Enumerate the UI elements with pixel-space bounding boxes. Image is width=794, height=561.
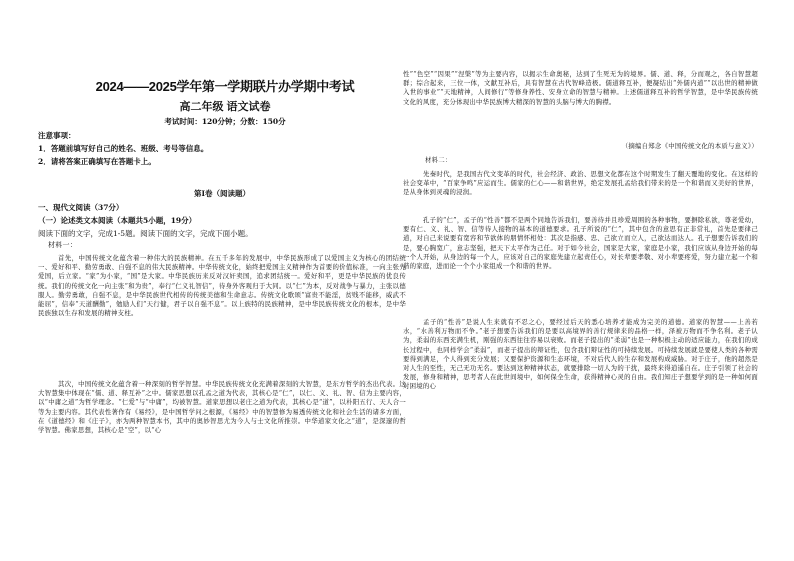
- subsection-heading: （一）论述类文本阅读（本题共5小题，19分）: [38, 216, 197, 225]
- material-2-label: 材料二：: [425, 156, 452, 164]
- instruction-text: 阅读下面的文字，完成1-5题。阅读下面的文字，完成下面小题。: [38, 229, 253, 238]
- exam-meta: 考试时间：120分钟；分数：150分: [164, 117, 286, 126]
- left-paragraph-2: 其次，中国传统文化蕴含着一种深刻的哲学智慧。中华民族传统文化充满着深刻的大智慧，是东方哲学的杰出代表。这大智慧集中体现在“儒、道、释互补”之中。儒家思想以孔孟之道为代表，其核心是“仁”，以仁、义、礼、智、信为主要内容，以“中庸之道”为哲学理念。“仁爱”与“中庸”，均被智慧。道家思想以老庄之道为代表，其核心是“道”，以朴阳五行、天人合一等为主要内容。其代表性著作有《易经》，是中国哲学问之根源，《易经》中的智慧修为易透传统文化和社会生活的诸多方面，在《道德经》和《庄子》，亦为两种智慧本书，其中的奥妙智思尤为今人与士文化所推崇。中华道家文化之“道”，是深邃的哲学智慧。佛家思想，其核心是“空”，以“心: [38, 380, 406, 435]
- right-paragraph-2: 先秦时代，是我国古代文变革的时代，社会经济、政治、思想文化都在这个时期发生了翻天覆地的变化。在这样的社会变革中，“百家争鸣”应运而生。儒家的仁心——和谐世界，绝定发展孔孟给我们带来的是一个和谐而又美好的世界，是从身体到灵魂的浸润。: [403, 170, 758, 197]
- left-paragraph-1: 首先，中国传统文化蕴含着一种伟大的民族精神。在五千多年的发展中，中华民族形成了以爱国主义为核心的团结统一、爱好和平、勤劳勇敢、自强不息的伟大民族精神。中华传统文化，始终把爱国主义精神作为首要的价值标准，一向主张先爱国，后立家。“家”为小家，“国”是大家。中华民族历来反对汉奸卖国，追求团结统一。爱好和平，更是中华民族的优良传统。我们的传统文化一向主张“和为贵”，奉行“仁义礼智信”，待身外客观归于大同。以“仁”为本，反对战争与暴力，主张以德服人。勤劳勇敢，自强不息，是中华民族世代相传的传统美德和生命意志。传统文化歌颂“富贵不能淫，贫贱不能移，威武不能屈”，信奉“天道酬勤”，勉励人们“天行健，君子以自强不息”。以上族特的民族精神，是中华民族传统文化的根本，是中华民族独以生存和发展的精神支柱。: [38, 254, 406, 318]
- right-paragraph-4: 孟子的“性善”是说人生来就有不忍之心，要经过后天的悉心培养才能成为完美的道德。道家的智慧——上善若水，“水善利万物而不争。”老子想要告诉我们的是要以高境界的善行规律来的品格一样，泽被万物而不争名利。老子认为，柔弱的东西充满生机，刚强的东西往往容易以衰败。而老子提出的“柔弱”也是一种积极主动的适应能力，在我们的成长过程中，也同样学会“柔弱”，而老子提出的辩证性，包含我们辩证性的可持续发展。可持续发展就是要使人类的各种需要得到满足，个人得到充分发展；又要保护资源和生态环境，不对后代人的生存和发展构成威胁。对于庄子，他的超然是对人生的至性，无己无功无名。要达到这种精神状态，就要排除一切人为的干扰，最终来得逍遥自在。庄子引领了社会的发展，修身和精神，思考者人在此世间境中，如何保全生命，获得精神心灵的自由。我们知庄子想要学到的是一种如何面对困境的心: [403, 318, 758, 391]
- notice-item-1: 1．答题前填写好自己的姓名、班级、考号等信息。: [38, 144, 209, 153]
- right-paragraph-1: 性”“色空”“因果”“涅槃”等为主要内容，以揭示生命奥秘，达到了生死无为的境界。儒、道、释，分而观之，各自智慧超群；综合起来，三位一体，文献互补后，具有智慧在古代智峰造极。儒道释互补，便凝结出“外儒内道”“以出世的精神做入世的事业”“天地精神，人间修行”等修身养性、安身立命的智慧与精神。上述儒道释互补的哲学智慧，是中华民族传统文化的风度，充分体现出中华民族博大精深的智慧的头脑与博大的胸襟。: [403, 70, 758, 106]
- exam-title: 2024——2025学年第一学期联片办学期中考试: [95, 79, 355, 94]
- citation: （摘编自郑念《中国传统文化的本质与意义》）: [621, 142, 758, 150]
- right-paragraph-3: 孔子的“仁”，孟子的“性善”都不是两个同地告诉我们，要善待并且珍爱周围的各种事物，要摒除私欲，尊老爱幼，要有仁、义、礼、智、信等待人接物的基本的道德要求。孔子所说的“仁”，其中包含的意思有正非常礼，首先是要律己道，对自己来说要有宽容和节欲体的朋情怀相处：其次是指感、忠、己欲立而立人，己欲达而达人。孔子想要告诉我们的是，要心胸宽广，意志坚强，把天下太平作为己任。对于如今社会，国家是大家，家庭是小家，我们应该从身边开始的每一个人开始，从身边的每一个人，应该对自己的家庭先建立起责任心，对长辈要孝敬、对小辈要疼爱，努力建立起一个和谐的家庭，进而论一个个小家组成一个和谐的世界。: [403, 216, 758, 271]
- section-title: 第Ⅰ卷（阅读题）: [193, 189, 250, 198]
- material-1-label: 材料一：: [48, 241, 77, 249]
- part-heading: 一、现代文阅读（37分）: [38, 203, 124, 212]
- exam-subtitle: 高二年级 语文试卷: [179, 101, 271, 113]
- notice-item-2: 2．请将答案正确填写在答题卡上。: [38, 157, 156, 166]
- notice-heading: 注意事项：: [38, 131, 76, 140]
